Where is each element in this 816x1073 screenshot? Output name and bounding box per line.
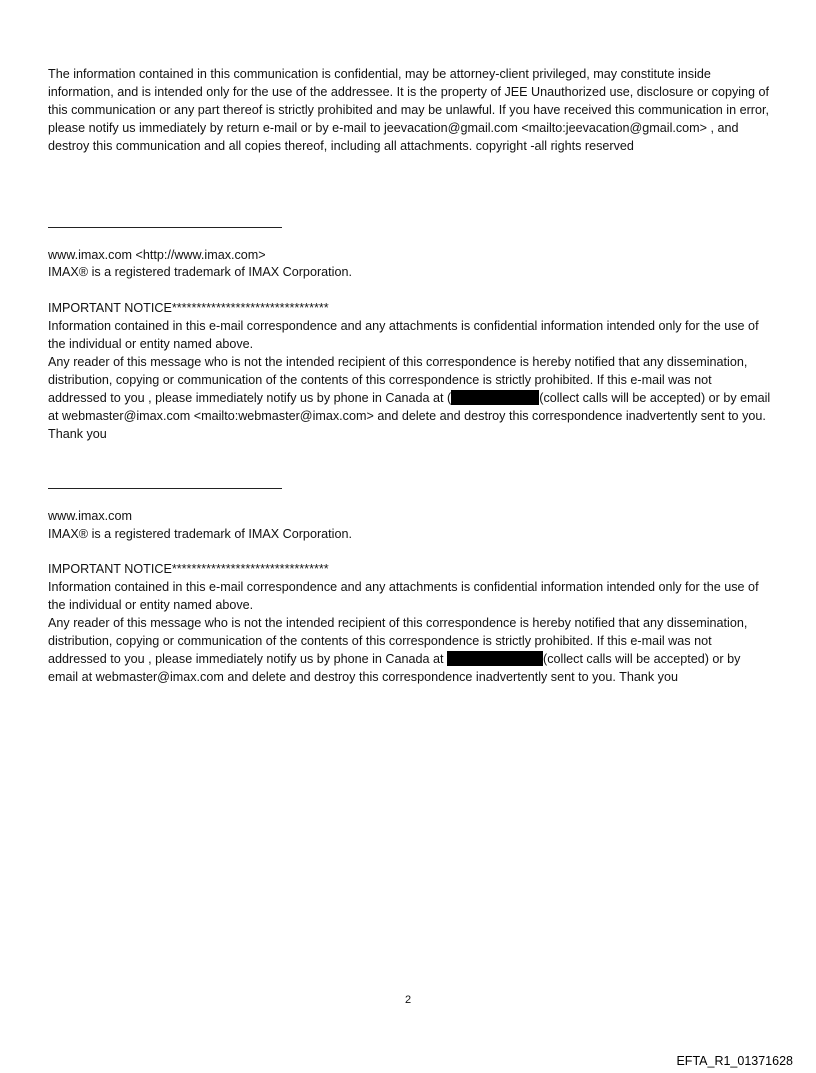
- separator-line: [48, 488, 282, 489]
- notice-paragraph: [48, 354, 772, 444]
- redaction-box: [447, 651, 543, 666]
- website-line: www.imax.com <http://www.imax.com>: [48, 247, 266, 262]
- notice-paragraph: [48, 615, 772, 687]
- notice-paragraph: Information contained in this e-mail correspondence and any attachments is confidential information intended only for the use of the individual or entity named above.: [48, 580, 759, 613]
- document-id: EFTA_R1_01371628: [676, 1054, 793, 1068]
- page-number: 2: [404, 994, 412, 1006]
- notice-heading: IMPORTANT NOTICE********************************: [48, 301, 329, 316]
- trademark-line: IMAX® is a registered trademark of IMAX Corporation.: [48, 265, 352, 280]
- document-body: [48, 66, 772, 687]
- website-line: www.imax.com: [48, 508, 132, 523]
- notice-text: Any reader of this message who is not the intended recipient of this correspondence is hereby notified that any dissemination, distribution, copying or communication of the contents of this correspondence is strictly prohibited. If this e-mail was not addressed to you , please immediately notify us by phone in Canada at (: [48, 355, 748, 405]
- confidentiality-notice: The information contained in this communication is confidential, may be attorney-client privileged, may constitute inside information, and is intended only for the use of the addressee. It is the property of JEE Unauthorized use, disclosure or copying of this communication or any part thereof is strictly prohibited and may be unlawful. If you have received this communication in error, please notify us immediately by return e-mail or by e-mail to jeevacation@gmail.com <mailto:jeevacation@gmail.com> , and destroy this communication and all copies thereof, including all attachments. copyright -all rights reserved: [48, 67, 770, 153]
- imax-signature-block-1: [48, 247, 772, 444]
- notice-heading: IMPORTANT NOTICE********************************: [48, 562, 329, 577]
- notice-text: (collect calls will be accepted) or by email at webmaster@imax.com <mailto:webmaster@imax.com> and delete and destroy this correspondence inadvertently sent to you. Thank you: [48, 390, 771, 441]
- separator-line: [48, 227, 282, 228]
- notice-text: (collect calls will be accepted) or by email at webmaster@imax.com and delete and destroy this correspondence inadvertently sent to you. Thank you: [48, 651, 741, 684]
- notice-paragraph: Information contained in this e-mail correspondence and any attachments is confidential information intended only for the use of the individual or entity named above.: [48, 319, 759, 352]
- notice-text: Any reader of this message who is not the intended recipient of this correspondence is hereby notified that any dissemination, distribution, copying or communication of the contents of this correspondence is strictly prohibited. If this e-mail was not addressed to you , please immediately notify us by phone in Canada at: [48, 616, 748, 666]
- redaction-box: [451, 390, 539, 405]
- trademark-line: IMAX® is a registered trademark of IMAX Corporation.: [48, 526, 352, 541]
- imax-signature-block-2: [48, 508, 772, 687]
